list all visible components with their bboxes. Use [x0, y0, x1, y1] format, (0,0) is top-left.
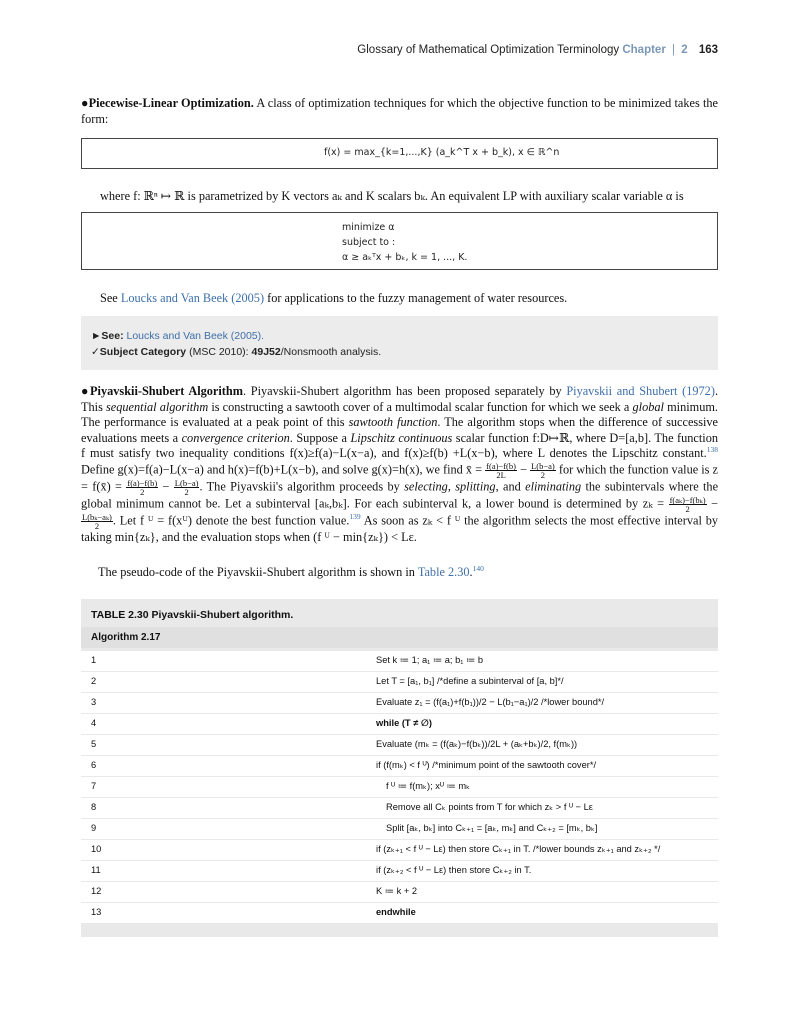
algorithm-table — [81, 599, 718, 937]
table-row — [81, 714, 718, 734]
piyavskii-shubert-link[interactable]: Piyavskii and Shubert (1972) — [566, 384, 715, 398]
text-run: for which the function value is z = f(x̄) = — [81, 462, 718, 494]
objective-formula: f(x) = max_{k=1,...,K} (a_k^T x + b_k), x ∈ ℝ^n — [324, 147, 560, 158]
box-see-link[interactable]: Loucks and Van Beek (2005). — [126, 330, 265, 342]
table-link[interactable]: Table 2.30 — [417, 565, 470, 579]
row-code: Split [aₖ, bₖ] into Cₖ₊₁ = [aₖ, mₖ] and Cₖ₊₂ = [mₖ, bₖ] — [386, 823, 598, 833]
fraction-denominator: 2 — [685, 503, 690, 514]
psa-pseudo-ref — [81, 565, 718, 581]
subject-rest: /Nonsmooth analysis. — [280, 346, 382, 358]
footnote-ref[interactable]: 140 — [472, 563, 484, 573]
running-title: Glossary of Mathematical Optimization Terminology — [357, 44, 620, 56]
row-code: Evaluate (mₖ = (f(aₖ)−f(bₖ))/2L + (aₖ+bₖ)/2, f(mₖ)) — [376, 739, 578, 749]
fraction-numerator: f(aₖ)−f(bₖ) — [669, 494, 706, 505]
row-number: 11 — [91, 865, 101, 875]
row-code: Let T = [a₁, b₁] /*define a subinterval of [a, b]*/ — [376, 676, 564, 686]
footnote-ref[interactable]: 138 — [706, 445, 718, 455]
objective-formula-box — [81, 138, 718, 169]
lp-formula-box — [81, 212, 718, 270]
fraction — [530, 462, 556, 479]
fraction-numerator: L(b−a) — [174, 477, 199, 488]
row-number: 9 — [91, 823, 97, 833]
psa-paragraph: ●Piyavskii-Shubert Algorithm. Piyavskii-Shubert algorithm has been proposed separately by Piyavskii and Shubert (1972). This sequential algorithm is constructing a sawtooth cover of a multimodal scalar function for which we seek a global minimum. The performance is evaluated at a peak point of this sawtooth function. The algorithm stops when the difference of successive evaluations meets a convergence criterion. Suppose a Lipschitz continuous scalar function f:D↦ℝ, where D=[a,b]. The function f must satisfy two inequality conditions f(x)≥f(a)−L(x−a), and f(x)≥f(b) +L(x−b), where L denotes the Lipschitz constant.$^{138}$ Define g(x)=f(a)−L(x−a) and h(x)=f(b)+L(x−b), and solve g(x)=h(x), we find x̄ = $\frac{f(a)-f(b)}{2L}$ − $\frac{L(b-a)}{2}$ for which the function value is z = f(x̄) = $\frac{f(a)-f(b)}{2}$ − $\frac{L(b-a)}{2}$ . The Piyavskii's algorithm proceeds by selecting, splitting, and eliminating the subintervals where the global minimum cannot be. Let a subinterval [aₖ,bₖ]. For each subinterval k, a lower bound is determined by zₖ = $\frac{\text{f(aₖ)−f(bₖ)}}{2}$ − $\frac{\text{L(bₖ−aₖ)}}{2}$ . Let f ᵁ = f(xᵁ) denote the best function value.$^{139}$ As soon as zₖ < f ᵁ the algorithm selects the most effective interval by taking min{zₖ}, and the evaluation stops when (f ᵁ − min{zₖ}) < Lε. — [81, 384, 719, 544]
fraction-numerator: L(b−a) — [531, 460, 555, 471]
table-row — [81, 819, 718, 839]
see-prefix: See — [100, 291, 118, 305]
entry-term: Piecewise-Linear Optimization. — [88, 96, 254, 110]
row-number: 13 — [91, 907, 102, 917]
fraction — [126, 479, 158, 496]
text-run: The pseudo-code of the Piyavskii-Shubert algorithm is shown in — [98, 565, 415, 579]
fraction — [81, 513, 113, 530]
table-row — [81, 693, 718, 713]
row-code: Evaluate z₁ = (f(a₁)+f(b₁))/2 − L(b₁−a₁)/2 /*lower bound*/ — [376, 697, 605, 707]
text-run: As soon as zₖ < f ᵁ the algorithm selects the most effective interval by taking min{zₖ}, and the evaluation stops when (f ᵁ − min{zₖ}) < Lε. — [81, 513, 718, 544]
text-run: . The Piyavskii's algorithm proceeds by — [199, 479, 400, 494]
row-code: f ᵁ ≔ f(mₖ); xᵁ ≔ mₖ — [386, 781, 471, 791]
plo-intro — [81, 96, 718, 127]
row-number: 12 — [91, 886, 102, 896]
chapter-number: 2 — [681, 44, 688, 56]
text-run: is constructing a sawtooth cover of a multimodal scalar function for which we seek a — [211, 399, 630, 414]
entry-intro: A class of optimization techniques for which the objective function to be minimized takes the form: — [81, 96, 718, 126]
italic-term: selecting — [404, 479, 448, 494]
row-code: endwhile — [376, 907, 416, 917]
table-row — [81, 840, 718, 860]
row-number: 8 — [91, 802, 97, 812]
entry-term: Piyavskii-Shubert Algorithm — [90, 384, 243, 398]
italic-term: convergence criterion — [181, 430, 290, 445]
running-header — [357, 44, 718, 56]
italic-term: sawtooth function — [348, 415, 438, 430]
italic-term: sequential algorithm — [106, 399, 209, 414]
table-row — [81, 672, 718, 692]
text-run: . This — [81, 384, 719, 414]
fraction-denominator: 2 — [540, 469, 546, 480]
box-see-line — [91, 330, 264, 342]
page-number: 163 — [698, 44, 718, 56]
row-number: 7 — [91, 781, 97, 791]
box-subject-line — [91, 346, 381, 358]
text-run: Define g(x)=f(a)−L(x−a) and h(x)=f(b)+L(x−b), and solve g(x)=h(x), we find x̄ = — [81, 462, 483, 477]
entry-bullet: ● — [81, 96, 89, 110]
row-code: if (zₖ₊₂ < f ᵁ − Lε) then store Cₖ₊₂ in T. — [376, 865, 532, 875]
fraction — [174, 479, 200, 496]
lp-subject-to: subject to : — [342, 237, 396, 248]
see-suffix: for applications to the fuzzy management of water resources. — [267, 291, 568, 305]
row-number: 6 — [91, 760, 97, 770]
fraction-numerator: f(a)−f(b) — [127, 477, 158, 488]
italic-term: eliminating — [525, 479, 582, 494]
table-row — [81, 756, 718, 776]
table-row — [81, 735, 718, 755]
row-number: 1 — [91, 655, 97, 665]
row-code: if (f(mₖ) < f ᵁ) /*minimum point of the sawtooth cover*/ — [376, 760, 597, 770]
where-text: where f: ℝⁿ ↦ ℝ is parametrized by K vectors aₖ and K scalars bₖ. An equivalent LP with auxiliary scalar variable α is — [100, 189, 684, 203]
row-code: if (zₖ₊₁ < f ᵁ − Lε) then store Cₖ₊₁ in T. /*lower bounds zₖ₊₁ and zₖ₊₂ */ — [376, 844, 661, 854]
see-reference-link[interactable]: Loucks and Van Beek (2005) — [120, 291, 265, 305]
text-run: minimum. The performance is evaluated at a peak point of this — [81, 399, 719, 430]
fraction — [485, 462, 517, 479]
row-code: K ≔ k + 2 — [376, 886, 418, 896]
lp-objective: minimize α — [342, 222, 395, 233]
row-code: Set k ≔ 1; a₁ ≔ a; b₁ ≔ b — [376, 655, 484, 665]
fraction-denominator: 2L — [496, 469, 506, 480]
table-row — [81, 777, 718, 797]
entry-bullet: ● — [81, 384, 91, 398]
subject-code: 49J52 — [251, 346, 281, 358]
box-see-label: ►See: — [91, 330, 124, 342]
row-code: while (T ≠ ∅) — [376, 718, 432, 728]
plo-see — [100, 291, 718, 307]
subject-msc: (MSC 2010): — [189, 346, 249, 358]
italic-term: Lipschitz continuous — [350, 430, 453, 445]
table-row — [81, 861, 718, 881]
row-code: Remove all Cₖ points from T for which zₖ > f ᵁ − Lε — [386, 802, 593, 812]
fraction-denominator: 2 — [94, 520, 100, 531]
chapter-label: Chapter — [622, 44, 666, 56]
table-row — [81, 903, 718, 923]
algorithm-label: Algorithm 2.17 — [91, 632, 161, 643]
table-row — [81, 882, 718, 902]
text-run: scalar function f:D↦ℝ, where D=[a,b]. The function f must satisfy two inequality conditions f(x)≥f(a)−L(x−a), and f(x)≥f(b) +L(x−b), where L denotes the Lipschitz constant. — [81, 430, 718, 461]
row-number: 2 — [91, 676, 97, 686]
text-run: the subintervals where the global minimum cannot be. Let a subinterval [aₖ,bₖ]. For each subinterval k, a lower bound is determined by zₖ = — [81, 479, 719, 511]
text-run: . The algorithm stops when the difference of successive evaluations meets a — [81, 415, 719, 445]
see-subject-box — [81, 316, 718, 370]
table-header — [81, 627, 718, 648]
fraction-numerator: f(a)−f(b) — [486, 460, 516, 471]
row-number: 10 — [91, 844, 102, 854]
fraction — [669, 496, 707, 513]
text-run: . Let f ᵁ = f(xᵁ) denote the best function value. — [112, 513, 350, 528]
lp-constraint: α ≥ aₖᵀx + bₖ, k = 1, ..., K. — [342, 252, 468, 263]
italic-term: splitting — [455, 479, 496, 494]
table-caption: TABLE 2.30 Piyavskii-Shubert algorithm. — [91, 609, 294, 621]
text-run: . — [469, 565, 473, 579]
row-number: 4 — [91, 718, 97, 728]
subject-category-label: ✓Subject Category — [91, 346, 187, 358]
fraction-denominator: 2 — [140, 486, 145, 497]
table-row — [81, 798, 718, 818]
footnote-ref[interactable]: 139 — [349, 512, 361, 522]
plo-where — [100, 189, 718, 205]
italic-term: global — [632, 399, 664, 414]
text-run: . Suppose a — [289, 430, 347, 445]
table-row — [81, 651, 718, 671]
chapter-separator: | — [672, 44, 675, 56]
row-number: 3 — [91, 697, 97, 707]
fraction-numerator: L(bₖ−aₖ) — [82, 511, 112, 522]
text-run: . Piyavskii-Shubert algorithm has been proposed separately by — [243, 384, 562, 398]
fraction-denominator: 2 — [184, 486, 189, 497]
row-number: 5 — [91, 739, 97, 749]
